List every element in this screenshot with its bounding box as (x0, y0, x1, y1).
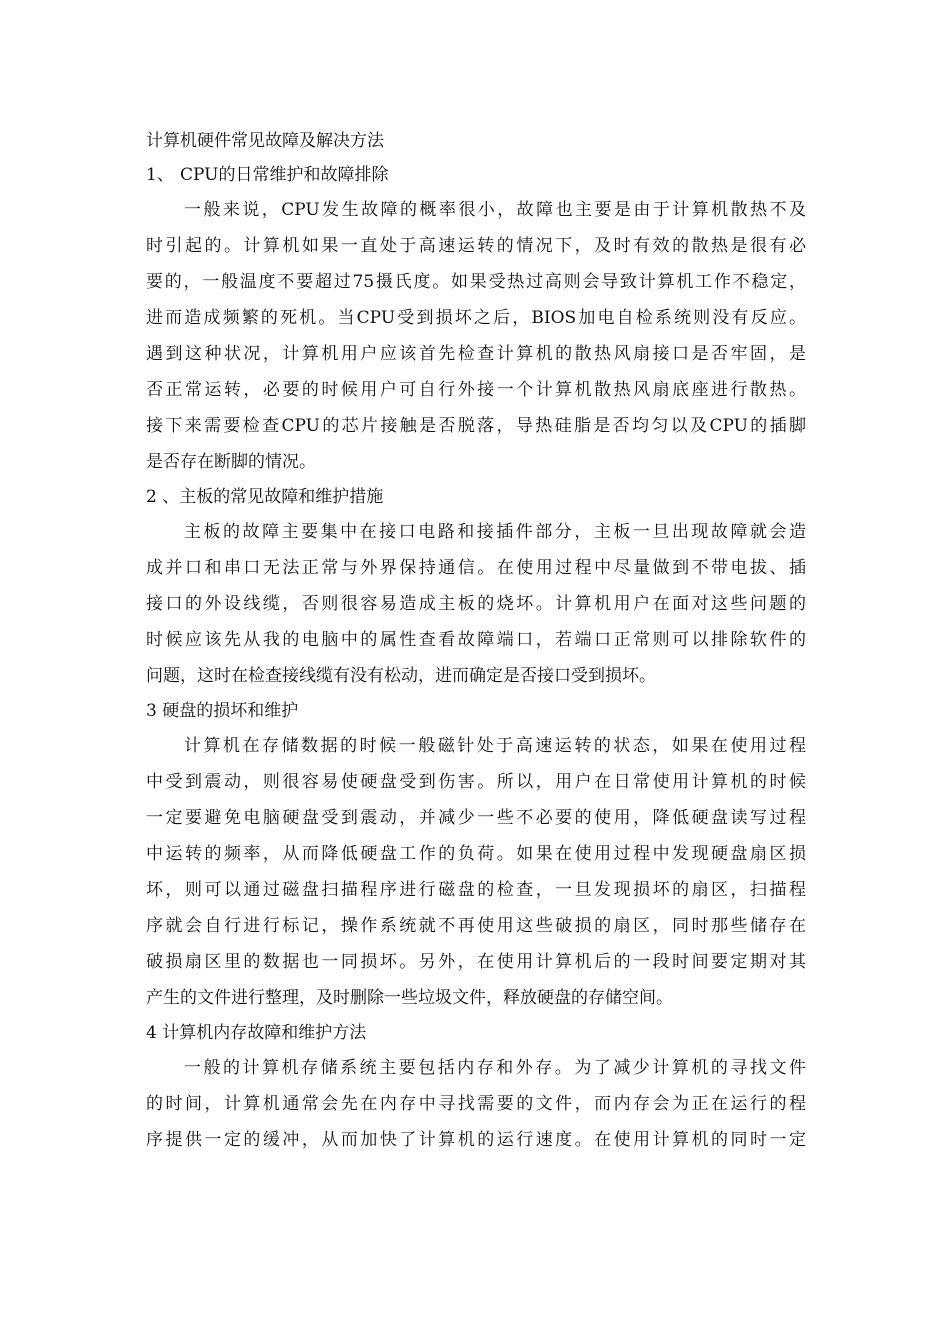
paragraph-line: 计算机在存储数据的时候一般磁针处于高速运转的状态，如果在使用过程 (184, 736, 806, 756)
paragraph-line: 接口的外设线缆，否则很容易造成主板的烧坏。计算机用户在面对这些问题的 (146, 594, 806, 614)
paragraph-line: 中运转的频率，从而降低硬盘工作的负荷。如果在使用过程中发现硬盘扇区损 (146, 844, 806, 864)
paragraph-line: 序提供一定的缓冲，从而加快了计算机的运行速度。在使用计算机的同时一定 (146, 1130, 806, 1150)
paragraph-line: 接下来需要检查CPU的芯片接触是否脱落，导热硅脂是否均匀以及CPU的插脚 (146, 416, 806, 436)
section-1-title: CPU的日常维护和故障排除 (180, 165, 389, 185)
paragraph-line: 进而造成频繁的死机。当CPU受到损坏之后，BIOS加电自检系统则没有反应。 (146, 308, 806, 328)
paragraph-line: 要的，一般温度不要超过75摄氏度。如果受热过高则会导致计算机工作不稳定， (146, 272, 806, 292)
paragraph-line: 的时间，计算机通常会先在内存中寻找需要的文件，而内存会为正在运行的程 (146, 1094, 806, 1114)
paragraph-line: 产生的文件进行整理，及时删除一些垃圾文件，释放硬盘的存储空间。 (146, 988, 673, 1008)
paragraph-line: 一般的计算机存储系统主要包括内存和外存。为了减少计算机的寻找文件 (184, 1058, 806, 1078)
paragraph-line: 中受到震动，则很容易使硬盘受到伤害。所以，用户在日常使用计算机的时候 (146, 772, 806, 792)
document-title: 计算机硬件常见故障及解决方法 (146, 131, 384, 151)
paragraph-line: 主板的故障主要集中在接口电路和接插件部分，主板一旦出现故障就会造 (184, 522, 806, 542)
paragraph-line: 时引起的。计算机如果一直处于高速运转的情况下，及时有效的散热是很有必 (146, 236, 806, 256)
paragraph-line: 是否存在断脚的情况。 (146, 452, 316, 472)
section-4-heading: 4 计算机内存故障和维护方法 (146, 1023, 367, 1043)
section-3-heading: 3 硬盘的损坏和维护 (146, 701, 299, 721)
paragraph-line: 时候应该先从我的电脑中的属性查看故障端口，若端口正常则可以排除软件的 (146, 630, 806, 650)
paragraph-line: 一般来说，CPU发生故障的概率很小，故障也主要是由于计算机散热不及 (184, 200, 806, 220)
section-2-heading: 2 、主板的常见故障和维护措施 (146, 487, 384, 507)
paragraph-line: 成并口和串口无法正常与外界保持通信。在使用过程中尽量做到不带电拔、插 (146, 558, 806, 578)
paragraph-line: 坏，则可以通过磁盘扫描程序进行磁盘的检查，一旦发现损坏的扇区，扫描程 (146, 880, 806, 900)
paragraph-line: 遇到这种状况，计算机用户应该首先检查计算机的散热风扇接口是否牢固，是 (146, 344, 806, 364)
paragraph-line: 否正常运转，必要的时候用户可自行外接一个计算机散热风扇底座进行散热。 (146, 380, 806, 400)
paragraph-line: 问题，这时在检查接线缆有没有松动，进而确定是否接口受到损坏。 (146, 666, 656, 686)
paragraph-line: 破损扇区里的数据也一同损坏。另外，在使用计算机后的一段时间要定期对其 (146, 952, 806, 972)
section-1-number: 1、 (146, 165, 174, 185)
section-1-heading (146, 158, 806, 192)
document-content (146, 124, 806, 1158)
paragraph-line: 序就会自行进行标记，操作系统就不再使用这些破损的扇区，同时那些储存在 (146, 916, 806, 936)
paragraph-line: 一定要避免电脑硬盘受到震动，并减少一些不必要的使用，降低硬盘读写过程 (146, 808, 806, 828)
